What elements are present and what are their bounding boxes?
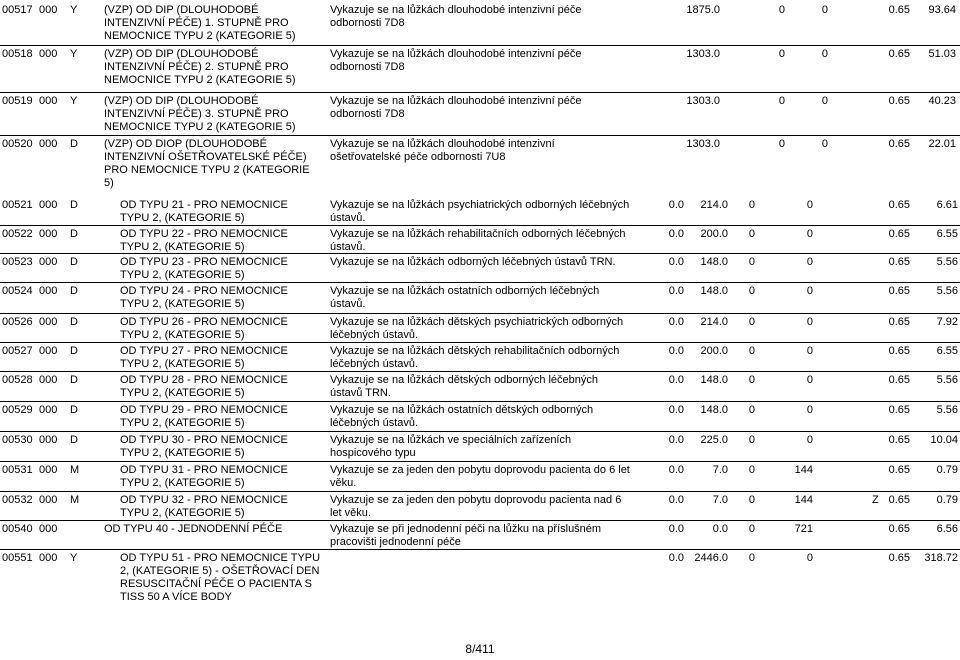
- cell-desc: Vykazuje se na lůžkách ostatních odborných léčebných ústavů.: [330, 285, 600, 310]
- cell-name: OD TYPU 31 - PRO NEMOCNICE TYPU 2, (KATEGORIE 5): [120, 464, 288, 489]
- cell-v1: 200.0: [700, 228, 728, 240]
- cell-v1: 148.0: [700, 404, 728, 416]
- cell-v5: 40.23: [928, 95, 956, 107]
- cell-v0: 0.0: [668, 256, 684, 268]
- cell-v2: 0: [748, 434, 755, 446]
- cell-v4: 0.65: [888, 434, 910, 446]
- cell-v5: 6.55: [936, 228, 958, 240]
- cell-type: D: [70, 345, 78, 357]
- cell-sub: 000: [39, 552, 58, 564]
- cell-v0: 0.0: [668, 285, 684, 297]
- cell-desc: Vykazuje se na lůžkách ostatních dětských odborných léčebných ústavů.: [330, 404, 594, 429]
- cell-v1: 200.0: [700, 345, 728, 357]
- cell-sub: 000: [39, 228, 58, 240]
- cell-v3: 144: [794, 464, 813, 476]
- cell-v5: 51.03: [928, 48, 956, 60]
- cell-code: 00528: [2, 374, 33, 386]
- cell-desc: Vykazuje se za jeden den pobytu doprovodu pacienta do 6 let věku.: [330, 464, 630, 489]
- cell-desc: Vykazuje se na lůžkách rehabilitačních odborných léčebných ústavů.: [330, 228, 626, 253]
- table-row: [0, 404, 960, 432]
- cell-code: 00526: [2, 316, 33, 328]
- cell-v2: 0: [748, 523, 755, 535]
- cell-v3: 0: [806, 256, 813, 268]
- table-row: [0, 523, 960, 551]
- cell-v2: 0: [748, 345, 755, 357]
- cell-v0: 0.0: [668, 552, 684, 564]
- cell-sub: 000: [39, 523, 58, 535]
- cell-v5: 10.04: [930, 434, 958, 446]
- cell-v1: 2446.0: [694, 552, 728, 564]
- cell-name: OD TYPU 23 - PRO NEMOCNICE TYPU 2, (KATEGORIE 5): [120, 256, 288, 281]
- cell-v4: 0.65: [888, 552, 910, 564]
- cell-v0: 0.0: [668, 374, 684, 386]
- cell-v1: 7.0: [712, 494, 728, 506]
- cell-v3: 0: [806, 552, 813, 564]
- cell-type: D: [70, 199, 78, 211]
- cell-v0: 0.0: [668, 404, 684, 416]
- row-divider: [0, 342, 960, 343]
- cell-desc: Vykazuje se na lůžkách odborných léčebných ústavů TRN.: [330, 256, 616, 268]
- cell-name: OD TYPU 29 - PRO NEMOCNICE TYPU 2, (KATEGORIE 5): [120, 404, 288, 429]
- cell-sub: 000: [39, 138, 58, 150]
- table-row: [0, 345, 960, 373]
- cell-v4: 0.65: [888, 95, 910, 107]
- cell-v4: 0.65: [888, 138, 910, 150]
- cell-name: OD TYPU 32 - PRO NEMOCNICE TYPU 2, (KATEGORIE 5): [120, 494, 288, 519]
- row-divider: [0, 92, 960, 93]
- cell-name: OD TYPU 30 - PRO NEMOCNICE TYPU 2, (KATEGORIE 5): [120, 434, 288, 459]
- cell-code: 00551: [2, 552, 33, 564]
- cell-name: (VZP) OD DIP (DLOUHODOBÉ INTENZIVNÍ PÉČE) 2. STUPNĚ PRO NEMOCNICE TYPU 2 (KATEGORIE 5): [104, 48, 296, 86]
- cell-v4: 0.65: [888, 48, 910, 60]
- cell-v0: 0.0: [668, 494, 684, 506]
- cell-code: 00531: [2, 464, 33, 476]
- cell-type: D: [70, 404, 78, 416]
- cell-code: 00518: [2, 48, 33, 60]
- cell-name: OD TYPU 26 - PRO NEMOCNICE TYPU 2, (KATEGORIE 5): [120, 316, 288, 341]
- cell-v0: 0.0: [668, 228, 684, 240]
- cell-v2: 0: [748, 404, 755, 416]
- cell-v1: 148.0: [700, 285, 728, 297]
- cell-v0: 0.0: [668, 434, 684, 446]
- row-divider: [0, 520, 960, 521]
- cell-desc: Vykazuje se při jednodenní péči na lůžku na příslušném pracovišti jednodenní péče: [330, 523, 602, 548]
- cell-sub: 000: [39, 285, 58, 297]
- cell-sub: 000: [39, 434, 58, 446]
- cell-type: M: [70, 494, 80, 506]
- cell-desc: Vykazuje se na lůžkách dlouhodobé intenzivní péče odbornosti 7D8: [330, 48, 582, 73]
- cell-type: D: [70, 228, 78, 240]
- cell-v1: 1303.0: [686, 95, 720, 107]
- cell-desc: Vykazuje se na lůžkách dětských psychiatrických odborných léčebných ústavů.: [330, 316, 624, 341]
- cell-code: 00522: [2, 228, 33, 240]
- cell-v0: 0.0: [668, 316, 684, 328]
- row-divider: [0, 431, 960, 432]
- page-number: 8/411: [465, 642, 495, 656]
- cell-v1: 225.0: [700, 434, 728, 446]
- cell-sub: 000: [39, 316, 58, 328]
- cell-v2: 0: [748, 256, 755, 268]
- cell-sub: 000: [39, 494, 58, 506]
- cell-name: OD TYPU 24 - PRO NEMOCNICE TYPU 2, (KATEGORIE 5): [120, 285, 288, 310]
- cell-name: OD TYPU 40 - JEDNODENNÍ PÉČE: [104, 523, 283, 535]
- cell-code: 00523: [2, 256, 33, 268]
- table-row: [0, 434, 960, 462]
- cell-v5: 93.64: [928, 4, 956, 16]
- cell-name: OD TYPU 27 - PRO NEMOCNICE TYPU 2, (KATEGORIE 5): [120, 345, 288, 370]
- cell-v0: 0.0: [668, 523, 684, 535]
- cell-type: M: [70, 464, 80, 476]
- cell-sub: 000: [39, 199, 58, 211]
- cell-code: 00519: [2, 95, 33, 107]
- cell-v0: 0.0: [668, 345, 684, 357]
- cell-name: OD TYPU 22 - PRO NEMOCNICE TYPU 2, (KATEGORIE 5): [120, 228, 288, 253]
- row-divider: [0, 253, 960, 254]
- cell-sub: 000: [39, 345, 58, 357]
- row-divider: [0, 282, 960, 283]
- row-divider: [0, 491, 960, 492]
- cell-v2: 0: [748, 374, 755, 386]
- cell-v5: 5.56: [936, 285, 958, 297]
- cell-v2: 0: [748, 494, 755, 506]
- cell-name: OD TYPU 28 - PRO NEMOCNICE TYPU 2, (KATEGORIE 5): [120, 374, 288, 399]
- cell-v5: 6.55: [936, 345, 958, 357]
- cell-v3: 0: [806, 285, 813, 297]
- cell-v1: 148.0: [700, 256, 728, 268]
- cell-v2: 0: [778, 138, 785, 150]
- table-row: [0, 464, 960, 492]
- cell-sub: 000: [39, 48, 58, 60]
- cell-name: (VZP) OD DIP (DLOUHODOBÉ INTENZIVNÍ PÉČE) 3. STUPNĚ PRO NEMOCNICE TYPU 2 (KATEGORIE 5): [104, 95, 296, 133]
- cell-type: D: [70, 256, 78, 268]
- cell-v1: 1303.0: [686, 48, 720, 60]
- cell-v4: 0.65: [888, 4, 910, 16]
- cell-v2: 0: [748, 199, 755, 211]
- cell-type: Y: [70, 4, 78, 16]
- table-row: [0, 48, 960, 95]
- cell-v3: 0: [821, 138, 828, 150]
- row-divider: [0, 549, 960, 550]
- cell-v4: 0.65: [888, 523, 910, 535]
- table-row: [0, 95, 960, 138]
- cell-v2: 0: [748, 316, 755, 328]
- cell-v1: 7.0: [712, 464, 728, 476]
- cell-code: 00529: [2, 404, 33, 416]
- cell-type: D: [70, 374, 78, 386]
- row-divider: [0, 401, 960, 402]
- cell-sub: 000: [39, 464, 58, 476]
- cell-v3: 721: [794, 523, 813, 535]
- cell-type: Y: [70, 552, 78, 564]
- cell-sub: 000: [39, 256, 58, 268]
- table-row: [0, 138, 960, 189]
- cell-v0: 0.0: [668, 199, 684, 211]
- cell-code: 00517: [2, 4, 33, 16]
- cell-v3: 0: [806, 316, 813, 328]
- cell-type: Y: [70, 48, 78, 60]
- cell-type: D: [70, 316, 78, 328]
- cell-v5: 0.79: [936, 494, 958, 506]
- cell-name: (VZP) OD DIOP (DLOUHODOBÉ INTENZIVNÍ OŠETŘOVATELSKÉ PÉČE) PRO NEMOCNICE TYPU 2 (KATEGORIE 5): [104, 138, 310, 189]
- table-row: [0, 4, 960, 48]
- cell-v3: 0: [806, 374, 813, 386]
- cell-v2: 0: [748, 228, 755, 240]
- cell-v1: 0.0: [712, 523, 728, 535]
- cell-v5: 5.56: [936, 374, 958, 386]
- cell-code: 00524: [2, 285, 33, 297]
- cell-desc: Vykazuje se na lůžkách ve speciálních zařízeních hospicového typu: [330, 434, 572, 459]
- cell-type: D: [70, 434, 78, 446]
- cell-v2: 0: [778, 95, 785, 107]
- cell-v4: 0.65: [888, 404, 910, 416]
- cell-v5: 5.56: [936, 404, 958, 416]
- cell-code: 00520: [2, 138, 33, 150]
- cell-v5: 22.01: [928, 138, 956, 150]
- table-row: [0, 374, 960, 402]
- cell-v5: 7.92: [936, 316, 958, 328]
- cell-desc: Vykazuje se na lůžkách dětských odborných léčebných ústavů TRN.: [330, 374, 599, 399]
- cell-v3: 0: [821, 95, 828, 107]
- cell-desc: Vykazuje se za jeden den pobytu doprovodu pacienta nad 6 let věku.: [330, 494, 622, 519]
- cell-sub: 000: [39, 374, 58, 386]
- table-row: [0, 316, 960, 344]
- cell-desc: Vykazuje se na lůžkách psychiatrických odborných léčebných ústavů.: [330, 199, 630, 224]
- cell-v5: 318.72: [924, 552, 958, 564]
- cell-v4: 0.65: [888, 494, 910, 506]
- cell-code: 00527: [2, 345, 33, 357]
- cell-v3: 0: [806, 434, 813, 446]
- row-divider: [0, 45, 960, 46]
- cell-v4: 0.65: [888, 256, 910, 268]
- cell-type: D: [70, 285, 78, 297]
- cell-type: D: [70, 138, 78, 150]
- table-row: [0, 285, 960, 313]
- cell-v4: 0.65: [888, 374, 910, 386]
- cell-v5: 6.56: [936, 523, 958, 535]
- cell-name: OD TYPU 21 - PRO NEMOCNICE TYPU 2, (KATEGORIE 5): [120, 199, 288, 224]
- cell-v1: 214.0: [700, 199, 728, 211]
- cell-v1: 1303.0: [686, 138, 720, 150]
- cell-v2: 0: [748, 552, 755, 564]
- table-row: [0, 552, 960, 612]
- cell-desc: Vykazuje se na lůžkách dlouhodobé intenzivní péče odbornosti 7D8: [330, 95, 582, 120]
- cell-sub: 000: [39, 404, 58, 416]
- cell-v4: 0.65: [888, 345, 910, 357]
- cell-v1: 214.0: [700, 316, 728, 328]
- cell-code: 00530: [2, 434, 33, 446]
- cell-v2: 0: [778, 48, 785, 60]
- cell-v3: 0: [821, 48, 828, 60]
- cell-desc: Vykazuje se na lůžkách dlouhodobé intenzivní péče odbornosti 7D8: [330, 4, 582, 29]
- table-row: [0, 256, 960, 284]
- cell-v2: 0: [778, 4, 785, 16]
- table-row: [0, 228, 960, 256]
- cell-v4: 0.65: [888, 228, 910, 240]
- row-divider: [0, 135, 960, 136]
- row-divider: [0, 371, 960, 372]
- row-divider: [0, 461, 960, 462]
- cell-desc: Vykazuje se na lůžkách dětských rehabilitačních odborných léčebných ústavů.: [330, 345, 620, 370]
- cell-v3: 0: [806, 199, 813, 211]
- row-divider: [0, 313, 960, 314]
- cell-v3: 144: [794, 494, 813, 506]
- table-row: [0, 494, 960, 522]
- cell-v4: 0.65: [888, 285, 910, 297]
- cell-code: 00532: [2, 494, 33, 506]
- cell-type: Y: [70, 95, 78, 107]
- cell-v3: 0: [806, 228, 813, 240]
- cell-sub: 000: [39, 4, 58, 16]
- row-divider: [0, 225, 960, 226]
- cell-v5: 5.56: [936, 256, 958, 268]
- cell-v2: 0: [748, 464, 755, 476]
- cell-v5: 6.61: [936, 199, 958, 211]
- cell-v4: 0.65: [888, 316, 910, 328]
- cell-v3: 0: [821, 4, 828, 16]
- cell-v3: 0: [806, 404, 813, 416]
- cell-v0: 0.0: [668, 464, 684, 476]
- table-row: [0, 199, 960, 227]
- cell-flag: Z: [872, 494, 879, 506]
- cell-v5: 0.79: [936, 464, 958, 476]
- cell-v4: 0.65: [888, 464, 910, 476]
- cell-v1: 148.0: [700, 374, 728, 386]
- cell-sub: 000: [39, 95, 58, 107]
- cell-name: OD TYPU 51 - PRO NEMOCNICE TYPU 2, (KATEGORIE 5) - OŠETŘOVACÍ DEN RESUSCITAČNÍ PÉČE O PACIENTA S TISS 50 A VÍCE BODY: [120, 552, 321, 603]
- cell-code: 00540: [2, 523, 33, 535]
- cell-v2: 0: [748, 285, 755, 297]
- cell-code: 00521: [2, 199, 33, 211]
- cell-v3: 0: [806, 345, 813, 357]
- cell-name: (VZP) OD DIP (DLOUHODOBÉ INTENZIVNÍ PÉČE) 1. STUPNĚ PRO NEMOCNICE TYPU 2 (KATEGORIE 5): [104, 4, 296, 42]
- cell-desc: Vykazuje se na lůžkách dlouhodobé intenzivní ošetřovatelské péče odbornosti 7U8: [330, 138, 555, 163]
- cell-v1: 1875.0: [686, 4, 720, 16]
- cell-v4: 0.65: [888, 199, 910, 211]
